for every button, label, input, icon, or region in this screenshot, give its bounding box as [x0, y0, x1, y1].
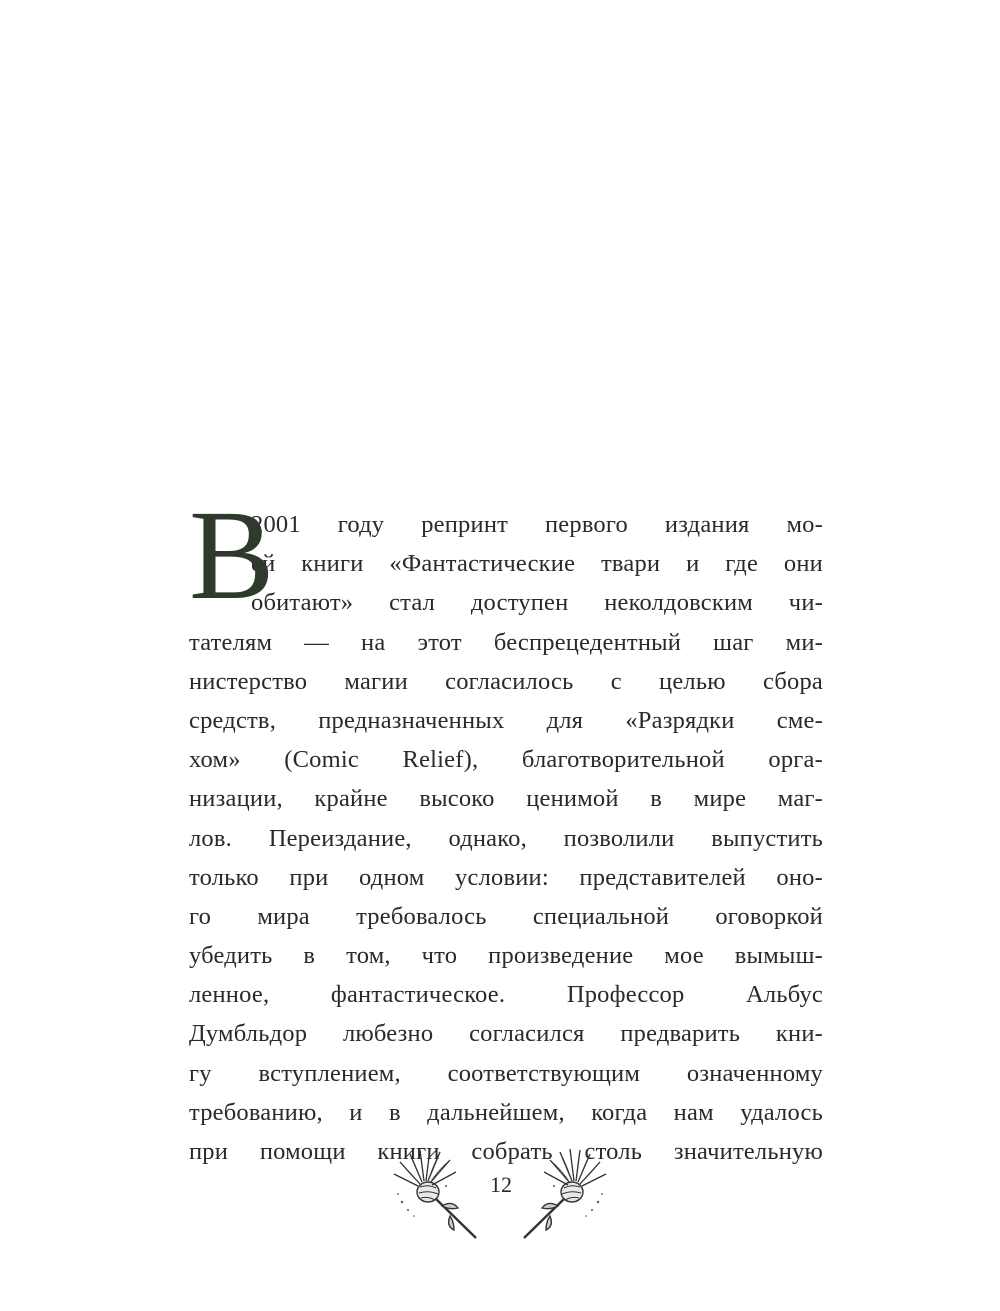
text-line-4: тателям — на этот беспрецедентный шаг ми- [189, 628, 823, 656]
text-line-17: при помощи книги собрать столь значительную [189, 1138, 823, 1165]
text-line-3: обитают» стал доступен неколдовским чи- [251, 589, 823, 617]
thistle-ornament-icon [380, 1140, 480, 1240]
text-line-2: ей книги «Фантастические твари и где они [251, 550, 823, 578]
text-line-16: требованию, и в дальнейшем, когда нам удалось [189, 1098, 823, 1126]
body-text [189, 484, 823, 1171]
text-line-7: хом» (Comic Relief), благотворительной орга- [189, 746, 823, 774]
text-line-1-lead: 2001 году репринт первого [251, 511, 628, 538]
drop-cap: В [189, 484, 275, 626]
thistle-ornament-icon [520, 1140, 620, 1240]
text-line-5: нистерство магии согласилось с целью сбора [189, 667, 823, 695]
text-line-12: убедить в том, что произведение мое вымыш- [189, 942, 823, 970]
text-line-1 [251, 505, 823, 544]
text-line-1-rest: издания мо- [627, 511, 823, 538]
text-line-10: только при одном условии: представителей оно- [189, 863, 823, 891]
text-line-8: низации, крайне высоко ценимой в мире маг- [189, 785, 823, 813]
text-line-11: го мира требовалось специальной оговоркой [189, 902, 823, 930]
page-footer [0, 1140, 1000, 1240]
page-number: 12 [490, 1172, 512, 1197]
text-line-15: гу вступлением, соответствующим означенному [189, 1059, 823, 1087]
text-line-13: ленное, фантастическое. Профессор Альбус [189, 981, 823, 1009]
text-line-6: средств, предназначенных для «Разрядки сме- [189, 706, 823, 734]
text-line-14: Думбльдор любезно согласился предварить кни- [189, 1020, 823, 1048]
text-line-9: лов. Переиздание, однако, позволили выпустить [189, 824, 823, 852]
